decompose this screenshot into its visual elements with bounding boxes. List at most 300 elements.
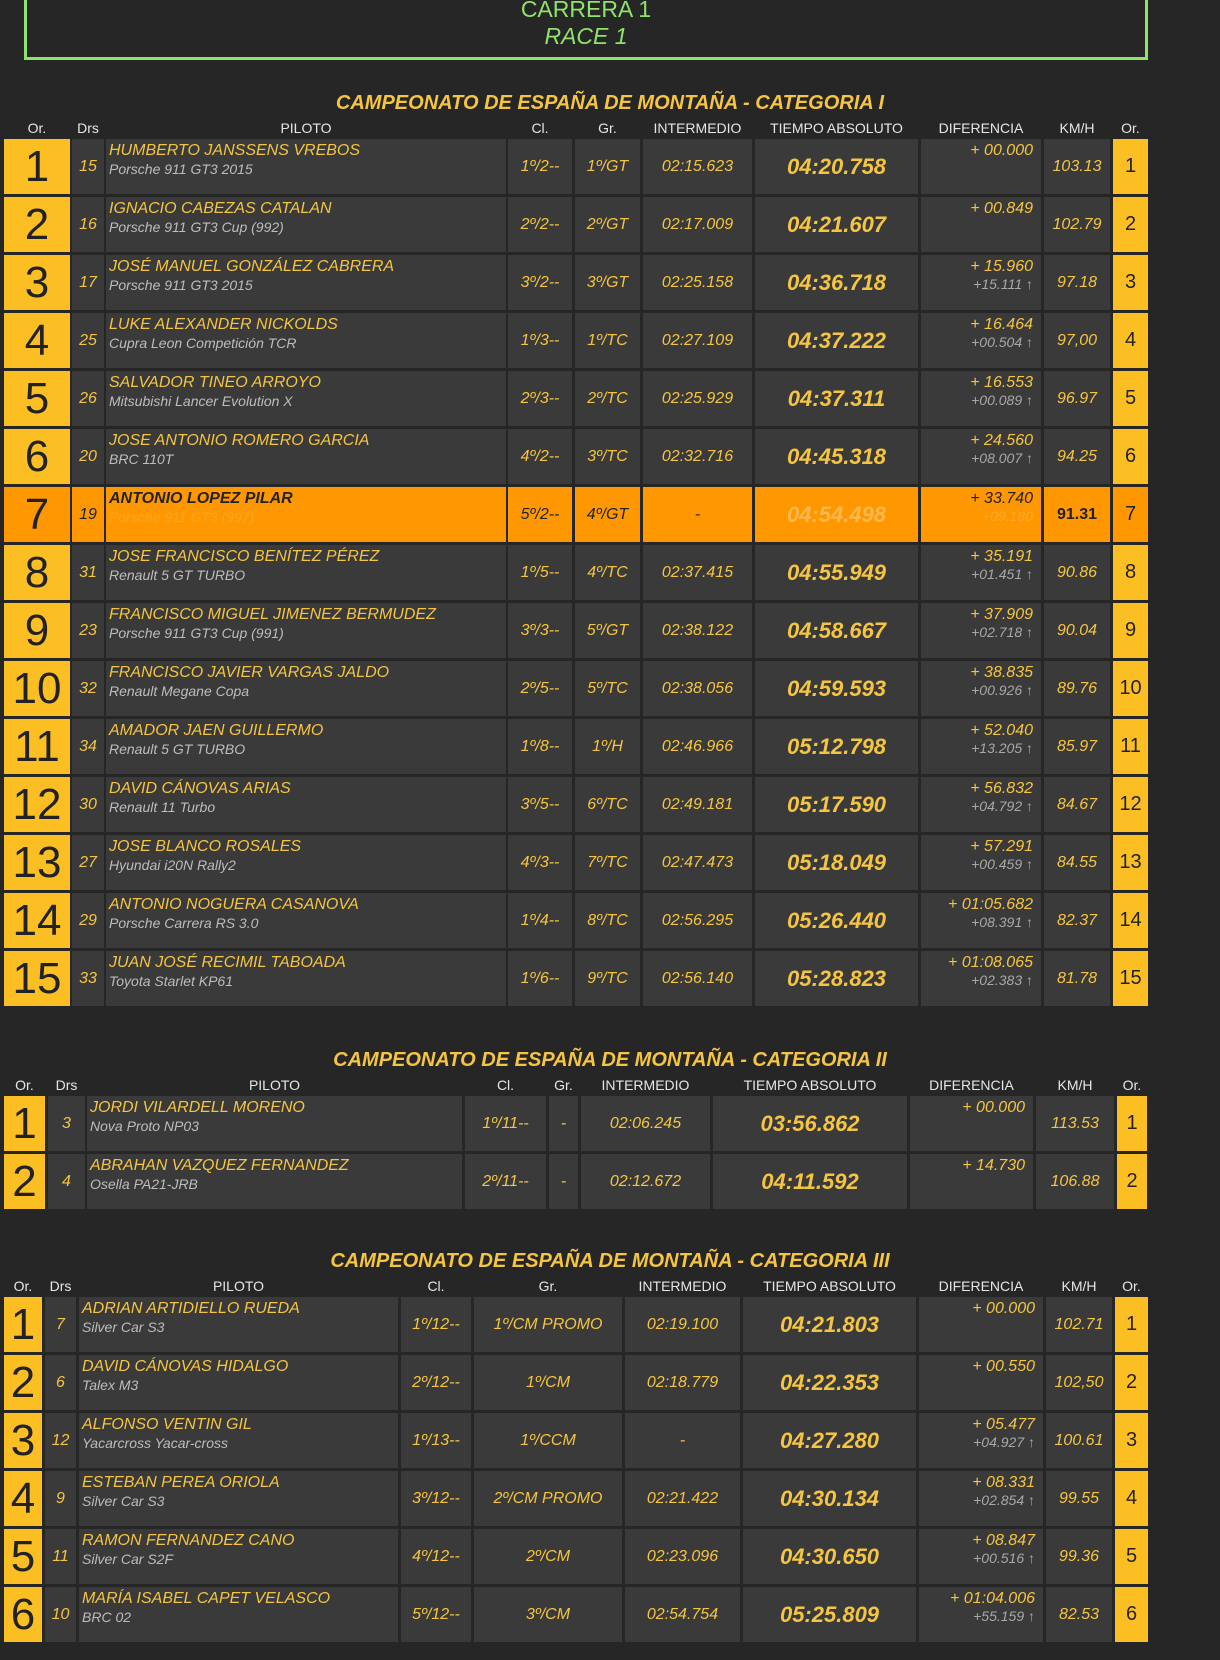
column-headers (0, 118, 1220, 138)
cell-gr: 4º/TC (575, 545, 640, 600)
table-row[interactable] (0, 138, 1220, 196)
cell-cl: 1º/3-- (508, 313, 572, 368)
column-header-tiempo: TIEMPO ABSOLUTO (743, 1077, 877, 1093)
cell-pos2: 3 (1113, 255, 1148, 310)
gap-to-leader: + 33.740 (970, 490, 1033, 507)
column-header-diferencia: DIFERENCIA (938, 1278, 1024, 1294)
car-model: Nova Proto NP03 (90, 1118, 199, 1134)
cell-pos2: 4 (1113, 313, 1148, 368)
cell-pos2: 9 (1113, 603, 1148, 658)
column-header-kmh: KM/H (1061, 1278, 1097, 1294)
gap-to-previous: +04.927 ↑ (973, 1434, 1035, 1450)
cell-drs: 33 (72, 951, 104, 1006)
cell-pos2: 2 (1113, 197, 1148, 252)
column-header-piloto: PILOTO (280, 120, 332, 136)
gap-to-leader: + 35.191 (970, 548, 1033, 565)
cell-drs: 11 (45, 1529, 76, 1584)
cell-kmh: 84.67 (1044, 777, 1110, 832)
table-row[interactable] (0, 312, 1220, 370)
car-model: Porsche 911 GT3 2015 (109, 277, 253, 293)
cell-diff (921, 893, 1041, 948)
table-row[interactable] (0, 718, 1220, 776)
cell-pos: 4 (4, 313, 70, 368)
cell-inter: 02:19.100 (625, 1297, 740, 1352)
cell-time: 04:22.353 (743, 1355, 916, 1410)
cell-inter: 02:49.181 (643, 777, 752, 832)
cell-pos2: 10 (1113, 661, 1148, 716)
cell-gr: 3º/CM (474, 1587, 622, 1642)
cell-piloto (87, 1096, 462, 1151)
gap-to-previous: +00.459 ↑ (971, 856, 1033, 872)
table-row[interactable] (0, 254, 1220, 312)
cell-kmh: 99.55 (1046, 1471, 1112, 1526)
column-header-cl: Cl. (531, 120, 549, 136)
cell-kmh: 82.53 (1046, 1587, 1112, 1642)
column-headers (0, 1276, 1220, 1296)
cell-pos2: 1 (1115, 1297, 1148, 1352)
car-model: Porsche 911 GT3 2015 (109, 161, 253, 177)
cell-pos: 6 (4, 1587, 42, 1642)
cell-inter: 02:15.623 (643, 139, 752, 194)
cell-pos2: 6 (1113, 429, 1148, 484)
cell-gr: 3º/TC (575, 429, 640, 484)
cell-time: 04:45.318 (755, 429, 918, 484)
cell-drs: 29 (72, 893, 104, 948)
cell-pos2: 4 (1115, 1471, 1148, 1526)
table-row[interactable] (0, 1296, 1220, 1354)
cell-pos2: 8 (1113, 545, 1148, 600)
cell-pos: 14 (4, 893, 70, 948)
driver-name: JUAN JOSÉ RECIMIL TABOADA (109, 954, 346, 971)
section-title: CAMPEONATO DE ESPAÑA DE MONTAÑA - CATEGORIA I (335, 92, 885, 114)
car-model: Porsche 911 GT3 Cup (991) (109, 625, 284, 641)
gap-to-leader: + 37.909 (970, 606, 1033, 623)
gap-to-leader: + 00.000 (970, 142, 1033, 159)
table-row[interactable] (0, 602, 1220, 660)
cell-pos2: 2 (1115, 1355, 1148, 1410)
cell-inter: 02:32.716 (643, 429, 752, 484)
cell-diff (910, 1096, 1033, 1151)
gap-to-leader: + 52.040 (970, 722, 1033, 739)
column-header-drs: Drs (77, 120, 99, 136)
column-header-gr: Gr. (554, 1077, 573, 1093)
driver-name: RAMON FERNANDEZ CANO (82, 1532, 295, 1549)
cell-gr: 2º/CM PROMO (474, 1471, 622, 1526)
cell-pos: 5 (4, 1529, 42, 1584)
cell-cl: 5º/12-- (401, 1587, 471, 1642)
cell-drs: 9 (45, 1471, 76, 1526)
race-title: CARRERA 1 (520, 0, 652, 22)
cell-pos: 10 (4, 661, 70, 716)
car-model: Cupra Leon Competición TCR (109, 335, 297, 351)
car-model: Porsche 911 GT3 (997) (109, 509, 255, 525)
cell-piloto (79, 1355, 398, 1410)
cell-gr: 1º/TC (575, 313, 640, 368)
car-model: Renault 5 GT TURBO (109, 567, 246, 583)
section-title: CAMPEONATO DE ESPAÑA DE MONTAÑA - CATEGORIA III (330, 1250, 890, 1272)
cell-kmh: 81.78 (1044, 951, 1110, 1006)
cell-pos: 1 (4, 1096, 45, 1151)
cell-piloto (79, 1413, 398, 1468)
cell-cl: 2º/3-- (508, 371, 572, 426)
table-row[interactable] (0, 196, 1220, 254)
cell-cl: 1º/5-- (508, 545, 572, 600)
table-row[interactable] (0, 1470, 1220, 1528)
cell-time: 03:56.862 (713, 1096, 907, 1151)
cell-drs: 31 (72, 545, 104, 600)
cell-drs: 26 (72, 371, 104, 426)
gap-to-previous: +02.383 ↑ (971, 972, 1033, 988)
table-row[interactable] (0, 1095, 1220, 1153)
section-title: CAMPEONATO DE ESPAÑA DE MONTAÑA - CATEGORIA II (333, 1049, 887, 1071)
driver-name: FRANCISCO MIGUEL JIMENEZ BERMUDEZ (109, 606, 436, 623)
cell-pos: 1 (4, 1297, 42, 1352)
table-row[interactable] (0, 1354, 1220, 1412)
column-header-intermedio: INTERMEDIO (638, 1278, 727, 1294)
cell-gr: - (549, 1096, 578, 1151)
gap-to-previous: +00.504 ↑ (971, 334, 1033, 350)
column-headers (0, 1075, 1220, 1095)
cell-diff (919, 1529, 1043, 1584)
table-row[interactable] (0, 1412, 1220, 1470)
gap-to-previous: +04.792 ↑ (971, 798, 1033, 814)
car-model: Silver Car S2F (82, 1551, 174, 1567)
cell-inter: 02:25.158 (643, 255, 752, 310)
cell-drs: 27 (72, 835, 104, 890)
cell-cl: 3º/2-- (508, 255, 572, 310)
cell-drs: 19 (72, 487, 104, 542)
table-row[interactable] (0, 1586, 1220, 1644)
cell-pos: 2 (4, 1154, 45, 1209)
cell-diff (921, 371, 1041, 426)
cell-inter: 02:25.929 (643, 371, 752, 426)
column-header-intermedio: INTERMEDIO (653, 120, 742, 136)
gap-to-leader: + 38.835 (970, 664, 1033, 681)
column-header-or2: Or. (1122, 1077, 1142, 1093)
cell-inter: 02:18.779 (625, 1355, 740, 1410)
cell-time: 04:59.593 (755, 661, 918, 716)
cell-kmh: 82.37 (1044, 893, 1110, 948)
gap-to-previous: +08.391 ↑ (971, 914, 1033, 930)
cell-kmh: 89.76 (1044, 661, 1110, 716)
driver-name: ADRIAN ARTIDIELLO RUEDA (82, 1300, 300, 1317)
cell-time: 05:25.809 (743, 1587, 916, 1642)
cell-pos: 4 (4, 1471, 42, 1526)
gap-to-leader: + 14.730 (962, 1157, 1025, 1174)
cell-drs: 6 (45, 1355, 76, 1410)
cell-inter: 02:38.122 (643, 603, 752, 658)
cell-pos2: 5 (1113, 371, 1148, 426)
cell-cl: 3º/12-- (401, 1471, 471, 1526)
cell-inter: - (643, 487, 752, 542)
cell-drs: 3 (48, 1096, 85, 1151)
cell-kmh: 90.04 (1044, 603, 1110, 658)
table-row[interactable] (0, 660, 1220, 718)
cell-piloto (106, 197, 506, 252)
gap-to-leader: + 57.291 (970, 838, 1033, 855)
column-header-tiempo: TIEMPO ABSOLUTO (770, 120, 903, 136)
cell-kmh: 90.86 (1044, 545, 1110, 600)
table-row[interactable] (0, 834, 1220, 892)
car-model: Silver Car S3 (82, 1493, 165, 1509)
driver-name: DAVID CÁNOVAS HIDALGO (82, 1358, 289, 1375)
cell-diff (921, 487, 1041, 542)
car-model: Talex M3 (82, 1377, 139, 1393)
cell-pos: 3 (4, 255, 70, 310)
cell-cl: 2º/5-- (508, 661, 572, 716)
cell-inter: - (625, 1413, 740, 1468)
cell-time: 04:54.498 (755, 487, 918, 542)
column-header-drs: Drs (55, 1077, 78, 1093)
cell-cl: 1º/8-- (508, 719, 572, 774)
cell-pos: 9 (4, 603, 70, 658)
driver-name: ANTONIO LOPEZ PILAR (109, 490, 293, 507)
cell-inter: 02:23.096 (625, 1529, 740, 1584)
cell-time: 04:55.949 (755, 545, 918, 600)
cell-pos: 8 (4, 545, 70, 600)
cell-cl: 5º/2-- (508, 487, 572, 542)
driver-name: ANTONIO NOGUERA CASANOVA (109, 896, 359, 913)
gap-to-previous: +00.516 ↑ (973, 1550, 1035, 1566)
cell-piloto (106, 719, 506, 774)
cell-cl: 4º/2-- (508, 429, 572, 484)
gap-to-previous: +09.180 (982, 508, 1033, 524)
cell-drs: 7 (45, 1297, 76, 1352)
cell-time: 04:27.280 (743, 1413, 916, 1468)
cell-kmh: 100.61 (1046, 1413, 1112, 1468)
car-model: Renault 5 GT TURBO (109, 741, 246, 757)
column-header-or2: Or. (1121, 120, 1140, 136)
cell-piloto (106, 777, 506, 832)
cell-drs: 32 (72, 661, 104, 716)
cell-inter: 02:56.140 (643, 951, 752, 1006)
column-header-kmh: KM/H (1057, 1077, 1093, 1093)
column-header-or2: Or. (1122, 1278, 1141, 1294)
driver-name: JOSÉ MANUEL GONZÁLEZ CABRERA (109, 258, 395, 275)
cell-pos2: 7 (1113, 487, 1148, 542)
column-header-diferencia: DIFERENCIA (938, 120, 1024, 136)
cell-diff (919, 1471, 1043, 1526)
category-section (0, 1246, 1220, 1644)
driver-name: JOSE FRANCISCO BENÍTEZ PÉREZ (109, 548, 380, 565)
cell-diff (921, 429, 1041, 484)
cell-pos: 2 (4, 197, 70, 252)
car-model: Hyundai i20N Rally2 (109, 857, 236, 873)
cell-kmh: 102.71 (1046, 1297, 1112, 1352)
cell-pos: 3 (4, 1413, 42, 1468)
cell-inter: 02:21.422 (625, 1471, 740, 1526)
column-header-tiempo: TIEMPO ABSOLUTO (763, 1278, 896, 1294)
gap-to-previous: +01.451 ↑ (971, 566, 1033, 582)
gap-to-previous: +55.159 ↑ (973, 1608, 1035, 1624)
column-header-cl: Cl. (496, 1077, 515, 1093)
cell-diff (921, 545, 1041, 600)
race-subtitle: RACE 1 (544, 23, 628, 49)
cell-drs: 34 (72, 719, 104, 774)
cell-pos: 13 (4, 835, 70, 890)
cell-gr: 2º/TC (575, 371, 640, 426)
cell-piloto (79, 1529, 398, 1584)
column-header-piloto: PILOTO (248, 1077, 301, 1093)
cell-kmh: 97.18 (1044, 255, 1110, 310)
cell-cl: 1º/6-- (508, 951, 572, 1006)
cell-cl: 2º/2-- (508, 197, 572, 252)
cell-drs: 20 (72, 429, 104, 484)
cell-piloto (106, 487, 506, 542)
cell-inter: 02:37.415 (643, 545, 752, 600)
cell-diff (921, 313, 1041, 368)
cell-cl: 1º/2-- (508, 139, 572, 194)
gap-to-previous: +02.854 ↑ (973, 1492, 1035, 1508)
gap-to-leader: + 01:04.006 (950, 1590, 1035, 1607)
cell-piloto (106, 951, 506, 1006)
cell-time: 04:36.718 (755, 255, 918, 310)
driver-name: MARÍA ISABEL CAPET VELASCO (82, 1590, 331, 1607)
cell-time: 04:37.311 (755, 371, 918, 426)
cell-time: 05:28.823 (755, 951, 918, 1006)
table-row[interactable] (0, 1153, 1220, 1211)
car-model: Porsche 911 GT3 Cup (992) (109, 219, 284, 235)
cell-diff (921, 197, 1041, 252)
cell-kmh: 85.97 (1044, 719, 1110, 774)
column-header-or: Or. (15, 1077, 34, 1093)
cell-pos: 2 (4, 1355, 42, 1410)
cell-piloto (106, 603, 506, 658)
cell-inter: 02:54.754 (625, 1587, 740, 1642)
gap-to-leader: + 01:08.065 (948, 954, 1033, 971)
cell-kmh: 103.13 (1044, 139, 1110, 194)
table-row[interactable] (0, 370, 1220, 428)
cell-piloto (106, 835, 506, 890)
cell-pos2: 14 (1113, 893, 1148, 948)
cell-piloto (106, 313, 506, 368)
column-header-or: Or. (13, 1278, 33, 1294)
gap-to-leader: + 08.331 (972, 1474, 1035, 1491)
table-row[interactable] (0, 428, 1220, 486)
gap-to-previous: +00.089 ↑ (971, 392, 1033, 408)
cell-piloto (106, 545, 506, 600)
cell-cl: 1º/11-- (465, 1096, 546, 1151)
driver-name: FRANCISCO JAVIER VARGAS JALDO (109, 664, 390, 681)
table-row[interactable] (0, 776, 1220, 834)
cell-pos2: 15 (1113, 951, 1148, 1006)
gap-to-leader: + 01:05.682 (948, 896, 1033, 913)
cell-cl: 2º/11-- (465, 1154, 546, 1209)
gap-to-previous: +15.111 ↑ (973, 276, 1033, 292)
cell-gr: 6º/TC (575, 777, 640, 832)
cell-diff (921, 777, 1041, 832)
category-section (0, 88, 1220, 1008)
cell-gr: 3º/GT (575, 255, 640, 310)
cell-diff (921, 603, 1041, 658)
car-model: Porsche Carrera RS 3.0 (109, 915, 259, 931)
cell-kmh: 97,00 (1044, 313, 1110, 368)
cell-kmh: 106.88 (1036, 1154, 1114, 1209)
cell-cl: 1º/13-- (401, 1413, 471, 1468)
cell-drs: 30 (72, 777, 104, 832)
table-row[interactable] (0, 486, 1220, 544)
car-model: BRC 02 (82, 1609, 132, 1625)
cell-pos2: 13 (1113, 835, 1148, 890)
cell-gr: 4º/GT (575, 487, 640, 542)
cell-time: 04:37.222 (755, 313, 918, 368)
cell-pos: 15 (4, 951, 70, 1006)
table-row[interactable] (0, 544, 1220, 602)
cell-cl: 4º/3-- (508, 835, 572, 890)
driver-name: JORDI VILARDELL MORENO (90, 1099, 305, 1116)
driver-name: JOSE ANTONIO ROMERO GARCIA (109, 432, 370, 449)
cell-drs: 16 (72, 197, 104, 252)
cell-kmh: 94.25 (1044, 429, 1110, 484)
cell-time: 05:12.798 (755, 719, 918, 774)
cell-gr: 1º/CCM (474, 1413, 622, 1468)
cell-pos: 6 (4, 429, 70, 484)
cell-pos: 5 (4, 371, 70, 426)
cell-time: 04:21.607 (755, 197, 918, 252)
column-header-piloto: PILOTO (212, 1278, 265, 1294)
cell-gr: 1º/CM PROMO (474, 1297, 622, 1352)
cell-gr: 2º/GT (575, 197, 640, 252)
cell-pos2: 6 (1115, 1587, 1148, 1642)
cell-time: 04:11.592 (713, 1154, 907, 1209)
table-row[interactable] (0, 950, 1220, 1008)
cell-time: 04:58.667 (755, 603, 918, 658)
gap-to-leader: + 15.960 (970, 258, 1033, 275)
cell-pos2: 1 (1117, 1096, 1147, 1151)
car-model: BRC 110T (109, 451, 174, 467)
cell-diff (921, 719, 1041, 774)
table-row[interactable] (0, 892, 1220, 950)
cell-pos: 7 (4, 487, 70, 542)
cell-time: 05:18.049 (755, 835, 918, 890)
cell-pos: 1 (4, 139, 70, 194)
cell-cl: 4º/12-- (401, 1529, 471, 1584)
cell-inter: 02:27.109 (643, 313, 752, 368)
gap-to-previous: +02.718 ↑ (971, 624, 1033, 640)
cell-pos2: 5 (1115, 1529, 1148, 1584)
cell-pos2: 2 (1117, 1154, 1147, 1209)
cell-time: 04:21.803 (743, 1297, 916, 1352)
cell-gr: 5º/TC (575, 661, 640, 716)
car-model: Yacarcross Yacar-cross (82, 1435, 229, 1451)
driver-name: DAVID CÁNOVAS ARIAS (109, 780, 291, 797)
cell-drs: 17 (72, 255, 104, 310)
cell-time: 04:30.650 (743, 1529, 916, 1584)
gap-to-leader: + 00.000 (962, 1099, 1025, 1116)
cell-drs: 15 (72, 139, 104, 194)
cell-piloto (79, 1587, 398, 1642)
car-model: Silver Car S3 (82, 1319, 165, 1335)
cell-cl: 3º/5-- (508, 777, 572, 832)
gap-to-previous: +13.205 ↑ (971, 740, 1033, 756)
cell-pos: 11 (4, 719, 70, 774)
cell-kmh: 96.97 (1044, 371, 1110, 426)
column-header-diferencia: DIFERENCIA (929, 1077, 1014, 1093)
cell-gr: - (549, 1154, 578, 1209)
cell-inter: 02:06.245 (581, 1096, 710, 1151)
table-row[interactable] (0, 1528, 1220, 1586)
cell-gr: 7º/TC (575, 835, 640, 890)
car-model: Renault 11 Turbo (109, 799, 216, 815)
column-header-kmh: KM/H (1059, 120, 1095, 136)
cell-piloto (106, 371, 506, 426)
cell-inter: 02:46.966 (643, 719, 752, 774)
cell-diff (921, 661, 1041, 716)
cell-piloto (106, 255, 506, 310)
car-model: Mitsubishi Lancer Evolution X (109, 393, 293, 409)
driver-name: LUKE ALEXANDER NICKOLDS (109, 316, 338, 333)
car-model: Toyota Starlet KP61 (109, 973, 234, 989)
